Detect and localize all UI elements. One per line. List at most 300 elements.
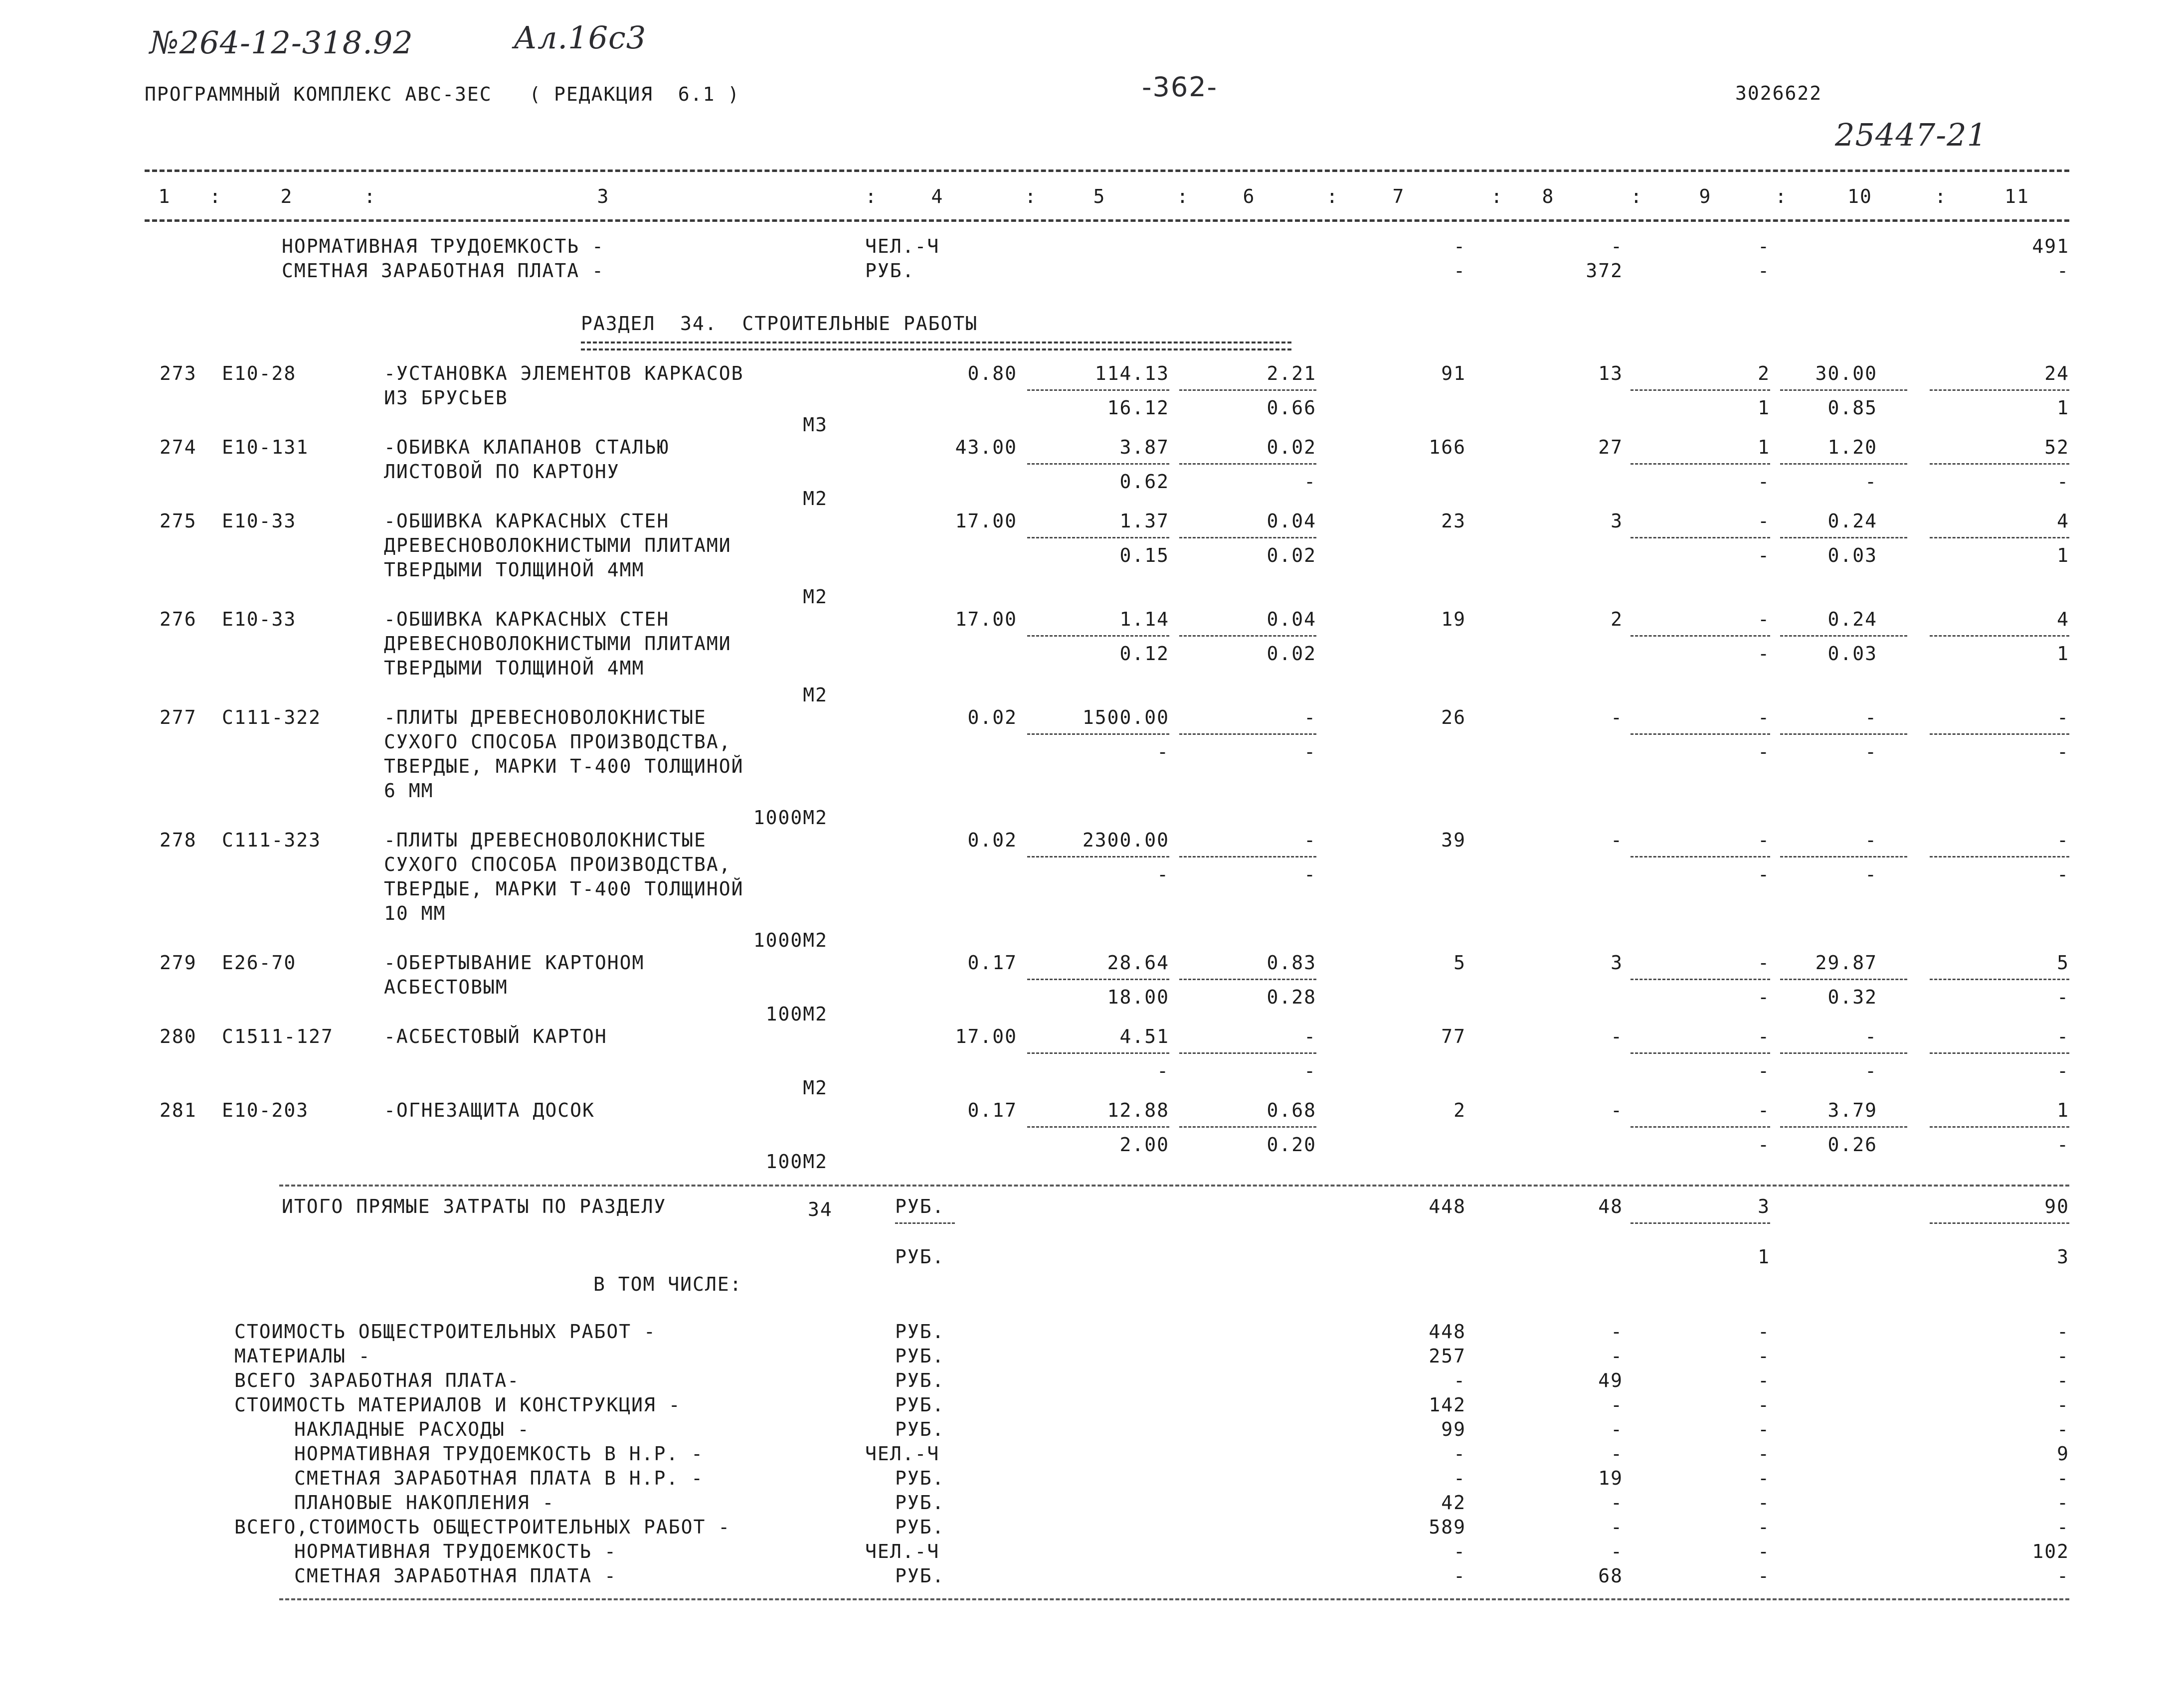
summary-col7: - [1453, 260, 1466, 282]
column-number: 8 [1542, 185, 1555, 207]
row-code: Е26-70 [222, 952, 297, 974]
summary-col8: - [1611, 235, 1623, 257]
summary-col11: - [2057, 1516, 2069, 1538]
summary-col11: - [2057, 1321, 2069, 1343]
value-separator [1631, 463, 1770, 465]
row-unit: 1000М2 [753, 807, 828, 829]
row-unit: М2 [803, 488, 828, 510]
summary-col11: 9 [2057, 1443, 2069, 1465]
row-col11-wage: - [2057, 863, 2069, 885]
row-col7: 91 [1441, 362, 1466, 384]
summary-unit: РУБ. [895, 1394, 945, 1416]
summary-col9: - [1758, 1516, 1770, 1538]
row-col11: 52 [2044, 436, 2069, 458]
total-label: ИТОГО ПРЯМЫЕ ЗАТРАТЫ ПО РАЗДЕЛУ [282, 1196, 667, 1217]
summary-col8: 372 [1586, 260, 1623, 282]
column-separator: : [1631, 185, 1643, 207]
row-col9: 2 [1758, 362, 1770, 384]
value-separator [1631, 1222, 1770, 1224]
summary-unit: ЧЕЛ.-Ч [865, 1540, 940, 1562]
row-col5-wage: - [1157, 863, 1169, 885]
row-quantity: 0.02 [967, 706, 1017, 728]
row-col6-wage: 0.02 [1267, 643, 1316, 665]
row-description: ТВЕРДЫМИ ТОЛЩИНОЙ 4ММ [384, 559, 645, 581]
summary-col7: - [1453, 1565, 1466, 1587]
row-number: 280 [160, 1025, 197, 1047]
row-col5-wage: 18.00 [1107, 986, 1169, 1008]
column-separator: : [1025, 185, 1037, 207]
value-separator [1780, 389, 1907, 391]
column-number: 2 [280, 185, 293, 207]
row-quantity: 17.00 [955, 510, 1017, 532]
row-description: ИЗ БРУСЬЕВ [384, 387, 508, 409]
summary-col8: 68 [1598, 1565, 1623, 1587]
value-separator [1930, 463, 2069, 465]
value-separator [1027, 856, 1169, 857]
value-separator [1027, 635, 1169, 637]
value-separator [1631, 635, 1770, 637]
row-col5: 12.88 [1107, 1099, 1169, 1121]
row-quantity: 17.00 [955, 1025, 1017, 1047]
row-col7: 23 [1441, 510, 1466, 532]
summary-col7: 257 [1429, 1345, 1466, 1367]
row-col10-wage: - [1865, 471, 1877, 493]
column-number: 4 [931, 185, 944, 207]
row-code: Е10-33 [222, 510, 297, 532]
row-col6: 0.04 [1267, 608, 1316, 630]
row-col8: 3 [1611, 510, 1623, 532]
row-col8: 2 [1611, 608, 1623, 630]
column-number: 10 [1847, 185, 1872, 207]
value-separator [1631, 1052, 1770, 1054]
summary-col8: 49 [1598, 1369, 1623, 1391]
row-code: Е10-33 [222, 608, 297, 630]
summary-col11: - [2057, 1394, 2069, 1416]
row-number: 273 [160, 362, 197, 384]
total-col8: 48 [1598, 1196, 1623, 1217]
row-unit: М2 [803, 684, 828, 706]
row-col7: 5 [1453, 952, 1466, 974]
row-col7: 77 [1441, 1025, 1466, 1047]
summary-label: НОРМАТИВНАЯ ТРУДОЕМКОСТЬ - [282, 235, 604, 257]
including-label: В ТОМ ЧИСЛЕ: [593, 1273, 742, 1295]
summary-col8: - [1611, 1321, 1623, 1343]
row-col5: 114.13 [1094, 362, 1169, 384]
row-col10: 1.20 [1827, 436, 1877, 458]
value-separator [1780, 733, 1907, 735]
row-description: 10 ММ [384, 902, 446, 924]
summary-col8: 19 [1598, 1467, 1623, 1489]
summary-unit: РУБ. [895, 1467, 945, 1489]
summary-label: НАКЛАДНЫЕ РАСХОДЫ - [294, 1418, 530, 1440]
row-description: СУХОГО СПОСОБА ПРОИЗВОДСТВА, [384, 854, 731, 875]
column-separator: : [209, 185, 222, 207]
row-col8: - [1611, 1099, 1623, 1121]
row-col6-wage: 0.02 [1267, 544, 1316, 566]
row-col6-wage: - [1304, 471, 1316, 493]
row-col7: 26 [1441, 706, 1466, 728]
row-col9: - [1758, 1025, 1770, 1047]
row-col9-wage: - [1758, 863, 1770, 885]
summary-col7: 448 [1429, 1321, 1466, 1343]
table-header-rule [145, 219, 2069, 222]
column-separator: : [1177, 185, 1189, 207]
summary-unit: РУБ. [895, 1345, 945, 1367]
value-separator [1179, 537, 1316, 538]
row-col11-wage: 1 [2057, 544, 2069, 566]
row-col8: 3 [1611, 952, 1623, 974]
row-unit: 1000М2 [753, 929, 828, 951]
summary-col7: - [1453, 1540, 1466, 1562]
summary-label: НОРМАТИВНАЯ ТРУДОЕМКОСТЬ В Н.Р. - [294, 1443, 704, 1465]
summary-label: СТОИМОСТЬ ОБЩЕСТРОИТЕЛЬНЫХ РАБОТ - [234, 1321, 656, 1343]
row-description: -ОБШИВКА КАРКАСНЫХ СТЕН [384, 510, 670, 532]
row-col6-wage: 0.66 [1267, 397, 1316, 419]
summary-col7: - [1453, 235, 1466, 257]
row-description: -ОБШИВКА КАРКАСНЫХ СТЕН [384, 608, 670, 630]
row-description: ДРЕВЕСНОВОЛОКНИСТЫМИ ПЛИТАМИ [384, 534, 731, 556]
row-col10: 0.24 [1827, 510, 1877, 532]
summary-col7: 42 [1441, 1492, 1466, 1514]
column-number: 7 [1392, 185, 1405, 207]
row-col9-wage: - [1758, 544, 1770, 566]
summary-col11: 102 [2032, 1540, 2069, 1562]
row-col10-wage: 0.32 [1827, 986, 1877, 1008]
summary-label: МАТЕРИАЛЫ - [234, 1345, 371, 1367]
value-separator [1179, 856, 1316, 857]
row-col9-wage: - [1758, 986, 1770, 1008]
row-col6-wage: - [1304, 1060, 1316, 1082]
row-number: 277 [160, 706, 197, 728]
row-col9-wage: - [1758, 741, 1770, 763]
summary-col11: - [2057, 1369, 2069, 1391]
row-description: -ОБИВКА КЛАПАНОВ СТАЛЬЮ [384, 436, 670, 458]
summary-label: СМЕТНАЯ ЗАРАБОТНАЯ ПЛАТА В Н.Р. - [294, 1467, 704, 1489]
row-col6-wage: - [1304, 741, 1316, 763]
summary-unit: РУБ. [865, 260, 915, 282]
value-separator [1930, 856, 2069, 857]
column-separator: : [364, 185, 376, 207]
value-separator [1631, 537, 1770, 538]
summary-col11: 491 [2032, 235, 2069, 257]
summary-col7: - [1453, 1369, 1466, 1391]
section-title-underline [581, 342, 1291, 350]
summary-label: НОРМАТИВНАЯ ТРУДОЕМКОСТЬ - [294, 1540, 617, 1562]
row-col5: 28.64 [1107, 952, 1169, 974]
row-description: 6 ММ [384, 780, 434, 802]
row-col11: - [2057, 1025, 2069, 1047]
row-quantity: 0.02 [967, 829, 1017, 851]
value-separator [1027, 1126, 1169, 1128]
row-col5: 2300.00 [1082, 829, 1169, 851]
row-col10-wage: 0.26 [1827, 1134, 1877, 1156]
row-code: С111-322 [222, 706, 322, 728]
value-separator [1027, 389, 1169, 391]
value-separator [1179, 463, 1316, 465]
row-col8: 27 [1598, 436, 1623, 458]
row-quantity: 43.00 [955, 436, 1017, 458]
column-number: 5 [1093, 185, 1106, 207]
row-col11: - [2057, 706, 2069, 728]
row-number: 281 [160, 1099, 197, 1121]
row-col5-wage: - [1157, 1060, 1169, 1082]
row-description: -УСТАНОВКА ЭЛЕМЕНТОВ КАРКАСОВ [384, 362, 744, 384]
row-col9-wage: 1 [1758, 397, 1770, 419]
row-description: -ОГНЕЗАЩИТА ДОСОК [384, 1099, 595, 1121]
summary-col11: - [2057, 1467, 2069, 1489]
row-col11: 24 [2044, 362, 2069, 384]
program-name: ПРОГРАММНЫЙ КОМПЛЕКС АВС-3ЕС ( РЕДАКЦИЯ 6.1 ) [145, 83, 740, 105]
row-col5: 1.14 [1119, 608, 1169, 630]
row-col10: - [1865, 829, 1877, 851]
summary-col9: - [1758, 1369, 1770, 1391]
value-separator [1780, 979, 1907, 980]
value-separator [1930, 389, 2069, 391]
row-col5: 4.51 [1119, 1025, 1169, 1047]
row-col5-wage: 2.00 [1119, 1134, 1169, 1156]
row-code: С111-323 [222, 829, 322, 851]
row-col7: 166 [1429, 436, 1466, 458]
row-col11-wage: - [2057, 986, 2069, 1008]
value-separator [1780, 1052, 1907, 1054]
row-description: ТВЕРДЫЕ, МАРКИ Т-400 ТОЛЩИНОЙ [384, 878, 744, 900]
row-col10: 29.87 [1815, 952, 1877, 974]
summary-col8: - [1611, 1516, 1623, 1538]
row-unit: М2 [803, 1077, 828, 1099]
row-description: ТВЕРДЫМИ ТОЛЩИНОЙ 4ММ [384, 657, 645, 679]
row-col10: - [1865, 706, 1877, 728]
row-col7: 39 [1441, 829, 1466, 851]
row-description: ДРЕВЕСНОВОЛОКНИСТЫМИ ПЛИТАМИ [384, 633, 731, 655]
row-col9-wage: - [1758, 643, 1770, 665]
row-code: Е10-203 [222, 1099, 309, 1121]
row-col7: 2 [1453, 1099, 1466, 1121]
total-col7: 448 [1429, 1196, 1466, 1217]
summary-col9: - [1758, 235, 1770, 257]
column-separator: : [1935, 185, 1947, 207]
total-top-rule [279, 1185, 2069, 1187]
summary-col7: - [1453, 1467, 1466, 1489]
row-description: ЛИСТОВОЙ ПО КАРТОНУ [384, 461, 620, 483]
value-separator [1179, 389, 1316, 391]
row-number: 276 [160, 608, 197, 630]
summary-col8: - [1611, 1394, 1623, 1416]
value-separator [1930, 635, 2069, 637]
row-description: АСБЕСТОВЫМ [384, 976, 508, 998]
value-separator [1027, 463, 1169, 465]
value-separator [1930, 979, 2069, 980]
row-description: -ПЛИТЫ ДРЕВЕСНОВОЛОКНИСТЫЕ [384, 829, 707, 851]
total-col11-wage: 3 [2057, 1246, 2069, 1268]
column-number: 9 [1699, 185, 1712, 207]
row-code: С1511-127 [222, 1025, 334, 1047]
value-separator [1631, 856, 1770, 857]
row-col9: - [1758, 510, 1770, 532]
row-col6-wage: 0.20 [1267, 1134, 1316, 1156]
row-description: -ПЛИТЫ ДРЕВЕСНОВОЛОКНИСТЫЕ [384, 706, 707, 728]
row-col11: 1 [2057, 1099, 2069, 1121]
row-col7: 19 [1441, 608, 1466, 630]
summary-unit: РУБ. [895, 1492, 945, 1514]
value-separator [1780, 856, 1907, 857]
row-col6: 0.02 [1267, 436, 1316, 458]
row-unit: 100М2 [765, 1003, 828, 1025]
row-col10-wage: 0.03 [1827, 643, 1877, 665]
summary-col9: - [1758, 1467, 1770, 1489]
row-col5: 1.37 [1119, 510, 1169, 532]
summary-col9: - [1758, 1565, 1770, 1587]
row-col6: 2.21 [1267, 362, 1316, 384]
summary-label: ВСЕГО,СТОИМОСТЬ ОБЩЕСТРОИТЕЛЬНЫХ РАБОТ - [234, 1516, 731, 1538]
row-col5: 1500.00 [1082, 706, 1169, 728]
value-separator [1930, 537, 2069, 538]
row-col5-wage: 0.12 [1119, 643, 1169, 665]
value-separator [1179, 733, 1316, 735]
summary-col8: - [1611, 1418, 1623, 1440]
row-col9-wage: - [1758, 1060, 1770, 1082]
summary-label: СМЕТНАЯ ЗАРАБОТНАЯ ПЛАТА - [282, 260, 604, 282]
value-separator [1930, 1052, 2069, 1054]
value-separator [1179, 1052, 1316, 1054]
row-col8: 13 [1598, 362, 1623, 384]
value-separator [1631, 389, 1770, 391]
column-separator: : [1326, 185, 1339, 207]
row-col5-wage: 0.15 [1119, 544, 1169, 566]
row-col8: - [1611, 1025, 1623, 1047]
row-col10-wage: 0.03 [1827, 544, 1877, 566]
row-description: -ОБЕРТЫВАНИЕ КАРТОНОМ [384, 952, 645, 974]
row-col11-wage: - [2057, 1134, 2069, 1156]
value-separator [895, 1222, 955, 1224]
summary-col8: - [1611, 1345, 1623, 1367]
value-separator [1179, 1126, 1316, 1128]
row-col9-wage: - [1758, 471, 1770, 493]
summary-label: ПЛАНОВЫЕ НАКОПЛЕНИЯ - [294, 1492, 555, 1514]
row-col6: - [1304, 829, 1316, 851]
value-separator [1027, 733, 1169, 735]
row-col5-wage: 16.12 [1107, 397, 1169, 419]
total-col9: 3 [1758, 1196, 1770, 1217]
row-quantity: 0.17 [967, 952, 1017, 974]
total-col11: 90 [2044, 1196, 2069, 1217]
row-col6-wage: - [1304, 863, 1316, 885]
summary-unit: ЧЕЛ.-Ч [865, 235, 940, 257]
handwritten-reference: 25447-21 [1835, 117, 1988, 153]
row-description: СУХОГО СПОСОБА ПРОИЗВОДСТВА, [384, 731, 731, 753]
row-col9: - [1758, 829, 1770, 851]
row-col11: 4 [2057, 608, 2069, 630]
document-code: 3026622 [1735, 82, 1822, 104]
row-col6: 0.68 [1267, 1099, 1316, 1121]
row-col10: - [1865, 1025, 1877, 1047]
summary-col11: - [2057, 1492, 2069, 1514]
row-col9: - [1758, 1099, 1770, 1121]
summary-col8: - [1611, 1492, 1623, 1514]
row-col5-wage: - [1157, 741, 1169, 763]
row-col6-wage: 0.28 [1267, 986, 1316, 1008]
column-number: 6 [1243, 185, 1256, 207]
row-description: -АСБЕСТОВЫЙ КАРТОН [384, 1025, 607, 1047]
summary-col9: - [1758, 1443, 1770, 1465]
row-code: Е10-28 [222, 362, 297, 384]
row-col5: 3.87 [1119, 436, 1169, 458]
total-unit-wage: РУБ. [895, 1246, 945, 1268]
total-section: 34 [808, 1198, 833, 1220]
summary-col11: - [2057, 1418, 2069, 1440]
summary-unit: РУБ. [895, 1369, 945, 1391]
row-col9: 1 [1758, 436, 1770, 458]
value-separator [1179, 979, 1316, 980]
summary-col9: - [1758, 1540, 1770, 1562]
row-col6: - [1304, 706, 1316, 728]
value-separator [1780, 1126, 1907, 1128]
summary-label: СТОИМОСТЬ МАТЕРИАЛОВ И КОНСТРУКЦИЯ - [234, 1394, 681, 1416]
value-separator [1027, 537, 1169, 538]
row-description: ТВЕРДЫЕ, МАРКИ Т-400 ТОЛЩИНОЙ [384, 755, 744, 777]
row-quantity: 0.80 [967, 362, 1017, 384]
value-separator [1027, 979, 1169, 980]
row-number: 274 [160, 436, 197, 458]
value-separator [1930, 1126, 2069, 1128]
row-col11: 4 [2057, 510, 2069, 532]
total-unit: РУБ. [895, 1196, 945, 1217]
summary-col9: - [1758, 260, 1770, 282]
row-col9: - [1758, 952, 1770, 974]
value-separator [1780, 635, 1907, 637]
summary-col9: - [1758, 1492, 1770, 1514]
value-separator [1631, 733, 1770, 735]
summary-col7: 142 [1429, 1394, 1466, 1416]
summary-unit: РУБ. [895, 1418, 945, 1440]
column-number: 11 [2004, 185, 2029, 207]
section-title: РАЗДЕЛ 34. СТРОИТЕЛЬНЫЕ РАБОТЫ [581, 313, 978, 335]
summary-unit: РУБ. [895, 1565, 945, 1587]
column-number: 1 [158, 185, 171, 207]
row-col6: - [1304, 1025, 1316, 1047]
summary-col11: - [2057, 260, 2069, 282]
summary-col8: - [1611, 1540, 1623, 1562]
summary-unit: РУБ. [895, 1321, 945, 1343]
summary-col11: - [2057, 1565, 2069, 1587]
total-col9-wage: 1 [1758, 1246, 1770, 1268]
row-col10-wage: 0.85 [1827, 397, 1877, 419]
summary-col9: - [1758, 1418, 1770, 1440]
value-separator [1930, 733, 2069, 735]
summary-col7: 99 [1441, 1418, 1466, 1440]
value-separator [1780, 537, 1907, 538]
row-col11: - [2057, 829, 2069, 851]
row-number: 278 [160, 829, 197, 851]
summary-label: ВСЕГО ЗАРАБОТНАЯ ПЛАТА- [234, 1369, 520, 1391]
row-col10: 3.79 [1827, 1099, 1877, 1121]
page-number: -362- [1142, 71, 1218, 103]
value-separator [1179, 635, 1316, 637]
row-code: Е10-131 [222, 436, 309, 458]
row-col11-wage: 1 [2057, 397, 2069, 419]
summary-col9: - [1758, 1321, 1770, 1343]
row-col10: 0.24 [1827, 608, 1877, 630]
value-separator [1930, 1222, 2069, 1224]
value-separator [1780, 463, 1907, 465]
table-top-rule [145, 170, 2069, 172]
row-col10-wage: - [1865, 863, 1877, 885]
row-col5-wage: 0.62 [1119, 471, 1169, 493]
summary-unit: ЧЕЛ.-Ч [865, 1443, 940, 1465]
value-separator [1027, 1052, 1169, 1054]
handwritten-number: №264-12-318.92 [150, 24, 413, 61]
row-col6: 0.04 [1267, 510, 1316, 532]
summary-unit: РУБ. [895, 1516, 945, 1538]
